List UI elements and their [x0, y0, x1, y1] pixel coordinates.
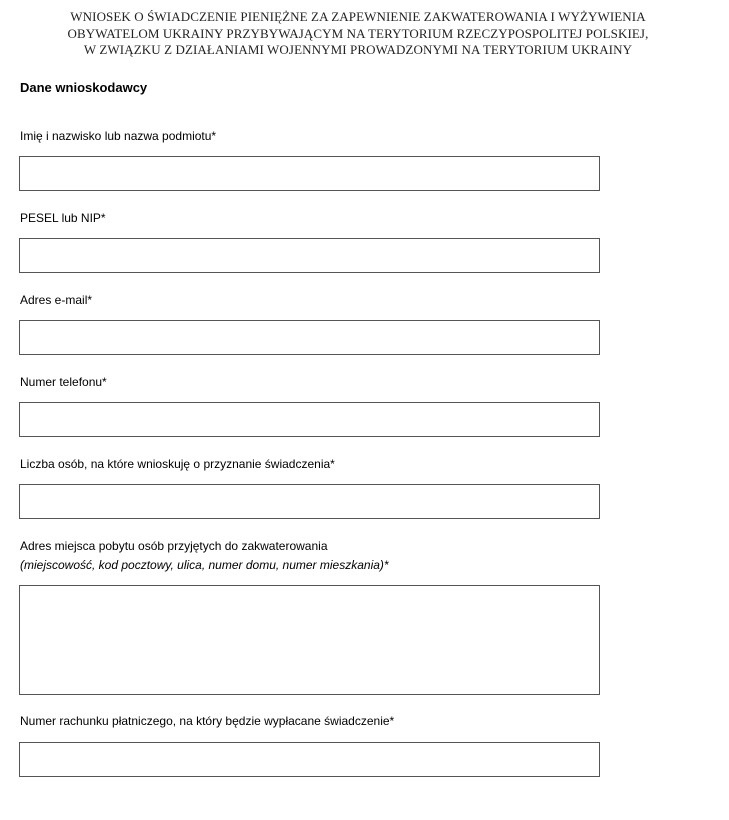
phone-field[interactable]	[19, 402, 600, 437]
residence-address-hint: (miejscowość, kod pocztowy, ulica, numer domu, numer mieszkania)*	[20, 558, 389, 572]
pesel-nip-label: PESEL lub NIP*	[20, 211, 106, 225]
pesel-nip-field[interactable]	[19, 238, 600, 273]
form-title-line-3: W ZWIĄZKU Z DZIAŁANIAMI WOJENNYMI PROWADZONYMI NA TERYTORIUM UKRAINY	[83, 42, 633, 57]
form-title-line-1: WNIOSEK O ŚWIADCZENIE PIENIĘŻNE ZA ZAPEWNIENIE ZAKWATEROWANIA I WYŻYWIENIA	[70, 9, 646, 24]
bank-account-label: Numer rachunku płatniczego, na który będzie wypłacane świadczenie*	[20, 714, 395, 728]
section-heading-applicant-data: Dane wnioskodawcy	[20, 80, 148, 95]
name-field[interactable]	[19, 156, 600, 191]
phone-label: Numer telefonu*	[20, 375, 107, 389]
persons-count-field[interactable]	[19, 484, 600, 519]
name-label: Imię i nazwisko lub nazwa podmiotu*	[20, 129, 217, 143]
form-title-line-2: OBYWATELOM UKRAINY PRZYBYWAJĄCYM NA TERYTORIUM RZECZYPOSPOLITEJ POLSKIEJ,	[67, 25, 649, 41]
bank-account-field[interactable]	[19, 742, 600, 777]
form-title	[0, 9, 716, 59]
email-label: Adres e-mail*	[20, 293, 93, 307]
persons-count-label: Liczba osób, na które wnioskuję o przyznanie świadczenia*	[20, 457, 335, 471]
residence-address-field[interactable]	[19, 585, 600, 695]
email-field[interactable]	[19, 320, 600, 355]
residence-address-label: Adres miejsca pobytu osób przyjętych do zakwaterowania	[20, 539, 328, 553]
